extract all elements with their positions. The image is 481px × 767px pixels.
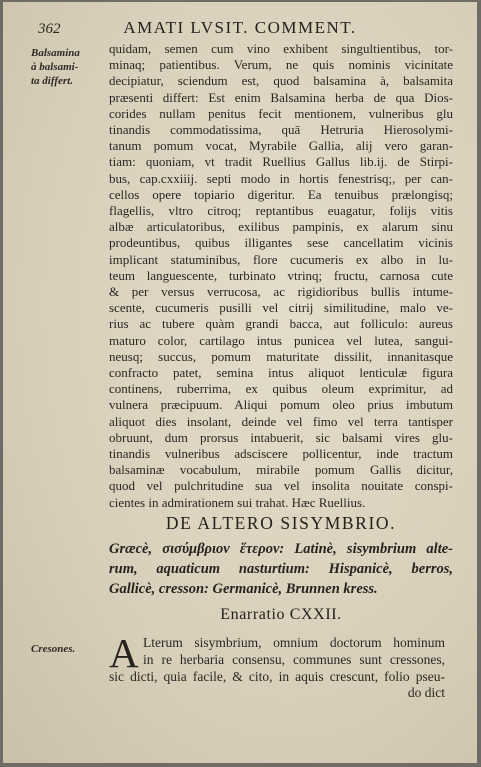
page-number: 362: [38, 21, 61, 37]
margin-note-line: à balsami-: [31, 61, 79, 73]
text-line: quod vel pulchritudine sua vel insolita nouitate conspi-: [109, 478, 453, 494]
text-line: continens, ruberrima, ex quibus oleum exprimitur, ad: [109, 381, 453, 397]
text-line: balsaminæ vocabulum, mirabile pomum Gallis dicitur,: [109, 462, 453, 478]
text-line: præsenti differt: Est enim Balsamina herba de qua Dios-: [109, 89, 453, 105]
text-line: cellos opere topiario digeritur. Ea tenuibus prælongisq;: [109, 186, 453, 202]
text-line: tinandis commodatissima, quā Hetruria Hierosolymi-: [109, 122, 453, 138]
synonyms-block: [109, 539, 453, 599]
text-line: minaq; patientibus. Verum, ne quis nominis vicinitate: [109, 57, 453, 73]
text-line: bus, cap.cxxiiij. septi modo in hortis fenestrisq;, per can-: [109, 170, 453, 186]
text-line: maturo color, cartilago intus punicea vel lutea, sangui-: [109, 332, 453, 348]
running-head: AMATI LVSIT. COMMENT.: [123, 18, 357, 37]
text-line: quidam, semen cum vino exhibent singultientibus, tor-: [109, 41, 453, 56]
text-line: prodeuntibus, quibus illigantes sese cancellatim vicinis: [109, 235, 453, 251]
text-line: implicant statuminibus, flore cucumeris ex albo in lu-: [109, 251, 453, 267]
margin-note-line: Balsamina: [31, 47, 80, 59]
margin-note-cresones: Cresones.: [31, 643, 76, 655]
text-line: Lterum sisymbrium, omnium doctorum hominum: [143, 635, 445, 650]
synonym-line: Græcè, σισύμβριον ἕτερον: Latinè, sisymbrium alte-: [109, 541, 453, 557]
paragraph-opening: [143, 635, 445, 669]
text-line: & per versus verrucosa, ac rigidioribus bullis intume-: [109, 284, 453, 300]
text-line: tiam: quoniam, vt tradit Ruellius Gallus lib.ij. de Stirpi-: [109, 154, 453, 170]
text-line: teum languescente, turbinato vtrinq; fructu, carnosa cute: [109, 267, 453, 283]
text-line: confracto patet, semina intus aliquot lenticulæ figura: [109, 365, 453, 381]
text-line: sic dicti, quia facile, & cito, in aquis crescunt, folio pseu-: [109, 668, 445, 684]
section-title: DE ALTERO SISYMBRIO.: [165, 513, 397, 533]
margin-note-line: ta differt.: [31, 75, 73, 87]
text-line: rius ac tubere quàm grandi bacca, aut folliculo: aureus: [109, 316, 453, 332]
text-line: tanum pomum vocat, Myrabile Gallia, alij vero garan-: [109, 138, 453, 154]
text-line: scente, cucumeris pusilli vel citrij similitudine, malo ve-: [109, 300, 453, 316]
text-line: aliquot dies insolant, deinde vel fimo vel terra tantisper: [109, 413, 453, 429]
text-line: albæ articulatoribus, exilibus pampinis, ex alarum sinu: [109, 219, 453, 235]
text-line: decipiatur, sciendum est, quod balsamina à, balsamita: [109, 73, 453, 89]
margin-note-balsamina: [31, 46, 109, 88]
body-text: [109, 41, 453, 511]
text-line: tinandis vulneribus adsciscere pollicentur, inde tractum: [109, 446, 453, 462]
enarratio-heading: Enarratio CXXII.: [220, 606, 342, 623]
text-line: corides nullam penitus fecit mentionem, vulneribus glu: [109, 105, 453, 121]
paragraph-continuation: [109, 669, 445, 703]
text-line: cientes in admirationem sui trahat. Hæc Ruellius.: [109, 494, 366, 510]
catchword: do dict: [407, 685, 445, 701]
text-line: in re herbaria consensu, communes sunt cressones,: [143, 651, 445, 667]
text-line: flagellis, vltro citroq; reptantibus euagatur, folijs vitis: [109, 203, 453, 219]
synonym-line: rum, aquaticum nasturtium: Hispanicè, berros,: [109, 561, 453, 577]
drop-cap: A: [109, 630, 139, 676]
synonym-line: Gallicè, cresson: Germanicè, Brunnen kress.: [109, 581, 378, 597]
book-page: [3, 2, 477, 763]
text-line: vulnera præcipuum. Aliqui pomum oleo prius imbutum: [109, 397, 453, 413]
text-line: neusq; succus, pomum maturitate dissilit, innanitasque: [109, 348, 453, 364]
text-line: obruunt, dum prorsus intabuerit, sic balsami vires glu-: [109, 429, 453, 445]
